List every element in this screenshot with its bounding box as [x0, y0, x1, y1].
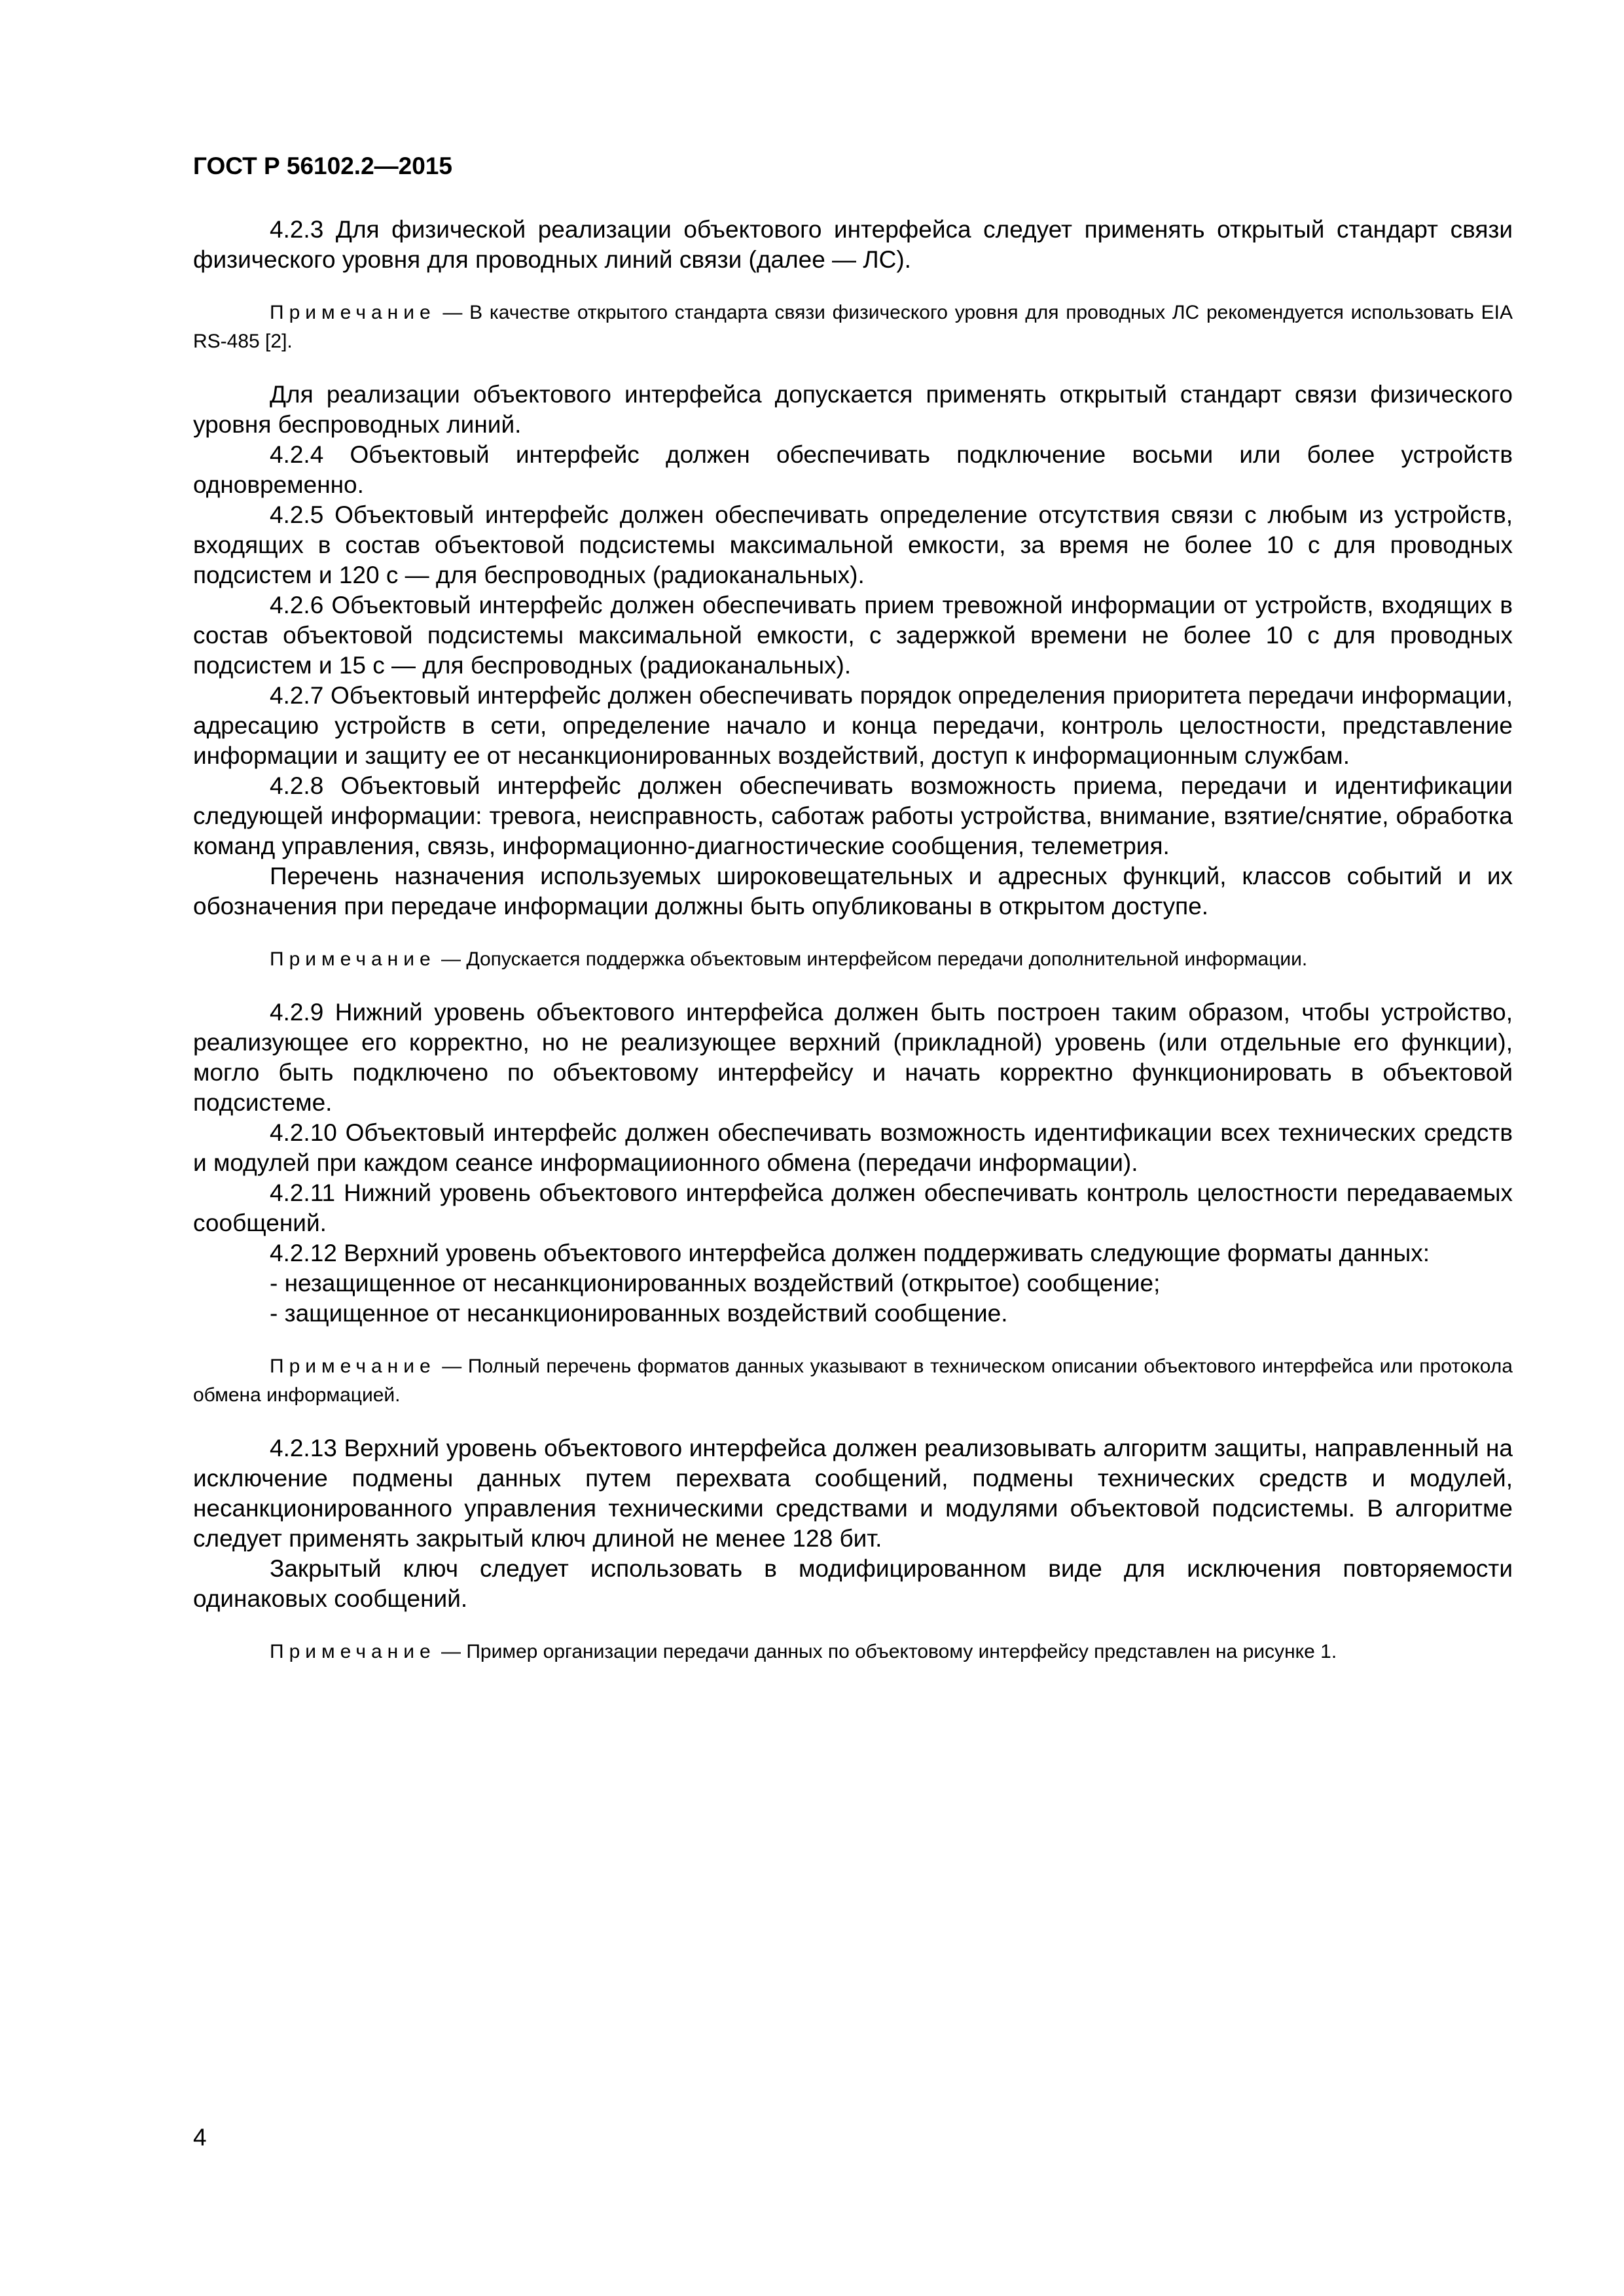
- standard-header: ГОСТ Р 56102.2—2015: [193, 152, 452, 179]
- paragraph-4-2-5: 4.2.5 Объектовый интерфейс должен обеспечивать определение отсутствия связи с любым из устройств, входящих в состав объектовой подсистемы максимальной емкости, за время не более 10 с для проводных подсистем и 120 с — для беспроводных (радиоканальных).: [193, 501, 1513, 588]
- paragraph-private-key: Закрытый ключ следует использовать в модифицированном виде для исключения повторяемости одинаковых сообщений.: [193, 1555, 1513, 1612]
- paragraph-4-2-6: 4.2.6 Объектовый интерфейс должен обеспечивать прием тревожной информации от устройств, входящих в состав объектовой подсистемы максимальной емкости, с задержкой времени не более 10 с для проводных подсистем и 15 с — для беспроводных (радиоканальных).: [193, 592, 1513, 679]
- note-2-text: — Допускается поддержка объектовым интерфейсом передачи дополнительной информации.: [435, 948, 1308, 970]
- paragraph-4-2-9: 4.2.9 Нижний уровень объектового интерфейса должен быть построен таким образом, чтобы устройство, реализующее его корректно, но не реализующее верхний (прикладной) уровень (или отдельные его функции), могло быть подключено по объектовому интерфейсу и начать корректно функционировать в объектовой подсистеме.: [193, 999, 1513, 1116]
- paragraph-4-2-11: 4.2.11 Нижний уровень объектового интерфейса должен обеспечивать контроль целостности передаваемых сообщений.: [193, 1179, 1513, 1236]
- note-4-text: — Пример организации передачи данных по объектовому интерфейсу представлен на рисунке 1.: [435, 1641, 1337, 1662]
- note-4-label: Примечание: [270, 1641, 436, 1662]
- paragraph-4-2-10: 4.2.10 Объектовый интерфейс должен обеспечивать возможность идентификации всех технических средств и модулей при каждом сеансе информациионного обмена (передачи информации).: [193, 1119, 1513, 1176]
- paragraph-wireless: Для реализации объектового интерфейса допускается применять открытый стандарт связи физического уровня беспроводных линий.: [193, 381, 1513, 438]
- paragraph-4-2-13: 4.2.13 Верхний уровень объектового интерфейса должен реализовывать алгоритм защиты, направленный на исключение подмены данных путем перехвата сообщений, подмены технических средств и модулей, несанкционированного управления техническими средствами и модулями объектовой подсистемы. В алгоритме следует применять закрытый ключ длиной не менее 128 бит.: [193, 1435, 1513, 1552]
- note-3: [193, 1352, 1513, 1410]
- list-item-open-message: - незащищенное от несанкционированных воздействий (открытое) сообщение;: [270, 1270, 1161, 1297]
- note-2: [193, 945, 1513, 974]
- list-item-protected-message: - защищенное от несанкционированных воздействий сообщение.: [270, 1300, 1008, 1327]
- document-body: [193, 215, 1513, 1666]
- paragraph-4-2-8: 4.2.8 Объектовый интерфейс должен обеспечивать возможность приема, передачи и идентификации следующей информации: тревога, неисправность, саботаж работы устройства, внимание, взятие/снятие, обработка команд управления, связь, информационно-диагностические сообщения, телеметрия.: [193, 772, 1513, 859]
- note-3-label: Примечание: [270, 1355, 436, 1377]
- paragraph-4-2-7: 4.2.7 Объектовый интерфейс должен обеспечивать порядок определения приоритета передачи информации, адресацию устройств в сети, определение начало и конца передачи, контроль целостности, представление информации и защиту ее от несанкционированных воздействий, доступ к информационным службам.: [193, 682, 1513, 769]
- note-3-text: — Полный перечень форматов данных указывают в техническом описании объектового интерфейса или протокола обмена информацией.: [193, 1355, 1513, 1406]
- note-1-text: — В качестве открытого стандарта связи физического уровня для проводных ЛС рекомендуется использовать EIA RS-485 [2].: [193, 302, 1513, 352]
- note-4: [193, 1638, 1513, 1666]
- paragraph-4-2-12: 4.2.12 Верхний уровень объектового интерфейса должен поддерживать следующие форматы данных:: [270, 1240, 1430, 1266]
- paragraph-4-2-3: 4.2.3 Для физической реализации объектового интерфейса следует применять открытый стандарт связи физического уровня для проводных линий связи (далее — ЛС).: [193, 216, 1513, 273]
- note-1: [193, 298, 1513, 356]
- paragraph-functions-list: Перечень назначения используемых широковещательных и адресных функций, классов событий и их обозначения при передаче информации должны быть опубликованы в открытом доступе.: [193, 863, 1513, 920]
- paragraph-4-2-4: 4.2.4 Объектовый интерфейс должен обеспечивать подключение восьми или более устройств одновременно.: [193, 441, 1513, 498]
- note-2-label: Примечание: [270, 948, 436, 970]
- page-number: 4: [193, 2124, 207, 2151]
- note-1-label: Примечание: [270, 302, 436, 323]
